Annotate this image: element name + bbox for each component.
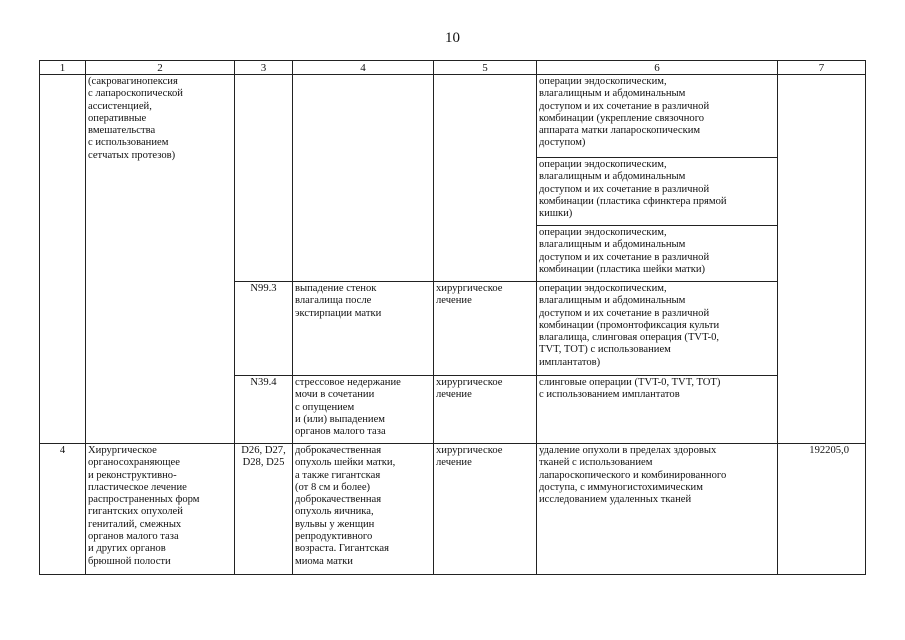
page-number: 10 — [445, 30, 460, 46]
cell-method: слинговые операции (TVT-0, TVT, TOT) с использованием имплантатов — [537, 376, 778, 444]
cell-method: операции эндоскопическим, влагалищным и абдоминальным доступом и их сочетание в различной комбинации (укрепление связочного аппарата матки лапароскопическим доступом) — [537, 75, 778, 158]
header-col-1: 1 — [40, 61, 86, 75]
cell-care-name: (сакровагинопексия с лапароскопической ассистенцией, оперативные вмешательства с использованием сетчатых протезов) — [86, 75, 235, 444]
cell-treatment: хирургическое лечение — [434, 444, 537, 575]
cell-cost-empty — [778, 75, 866, 444]
table-row — [40, 75, 866, 158]
cell-model: выпадение стенок влагалища после экстирпации матки — [293, 282, 434, 376]
cell-code-empty — [235, 75, 293, 282]
header-col-3: 3 — [235, 61, 293, 75]
cell-care-name: Хирургическое органосохраняющее и реконструктивно- пластическое лечение распространенных форм гигантских опухолей гениталий, смежных органов малого таза и других органов брюшной полости — [86, 444, 235, 575]
cell-num-empty — [40, 75, 86, 444]
table-row — [40, 444, 866, 575]
cell-code: D26, D27, D28, D25 — [235, 444, 293, 575]
cell-num: 4 — [40, 444, 86, 575]
cell-method: операции эндоскопическим, влагалищным и абдоминальным доступом и их сочетание в различной комбинации (пластика сфинктера прямой кишки) — [537, 158, 778, 226]
cell-code: N99.3 — [235, 282, 293, 376]
cell-treatment: хирургическое лечение — [434, 376, 537, 444]
medical-care-table — [39, 60, 866, 575]
cell-model: доброкачественная опухоль шейки матки, а также гигантская (от 8 см и более) доброкачественная опухоль яичника, вульвы у женщин репродуктивного возраста. Гигантская миома матки — [293, 444, 434, 575]
header-col-5: 5 — [434, 61, 537, 75]
cell-model: стрессовое недержание мочи в сочетании с опущением и (или) выпадением органов малого таза — [293, 376, 434, 444]
cell-model-empty — [293, 75, 434, 282]
cell-treatment: хирургическое лечение — [434, 282, 537, 376]
table-header-row — [40, 61, 866, 75]
header-col-2: 2 — [86, 61, 235, 75]
cell-method: операции эндоскопическим, влагалищным и абдоминальным доступом и их сочетание в различной комбинации (пластика шейки матки) — [537, 226, 778, 282]
cell-code: N39.4 — [235, 376, 293, 444]
header-col-4: 4 — [293, 61, 434, 75]
cell-method: операции эндоскопическим, влагалищным и абдоминальным доступом и их сочетание в различной комбинации (промонтофиксация культи влагалища, слинговая операция (TVT-0, TVT, TOT) с использованием имплантатов) — [537, 282, 778, 376]
cell-cost: 192205,0 — [778, 444, 866, 575]
header-col-6: 6 — [537, 61, 778, 75]
header-col-7: 7 — [778, 61, 866, 75]
cell-treatment-empty — [434, 75, 537, 282]
cell-method: удаление опухоли в пределах здоровых тканей с использованием лапароскопического и комбинированного доступа, с иммуногистохимическим исследованием удаленных тканей — [537, 444, 778, 575]
